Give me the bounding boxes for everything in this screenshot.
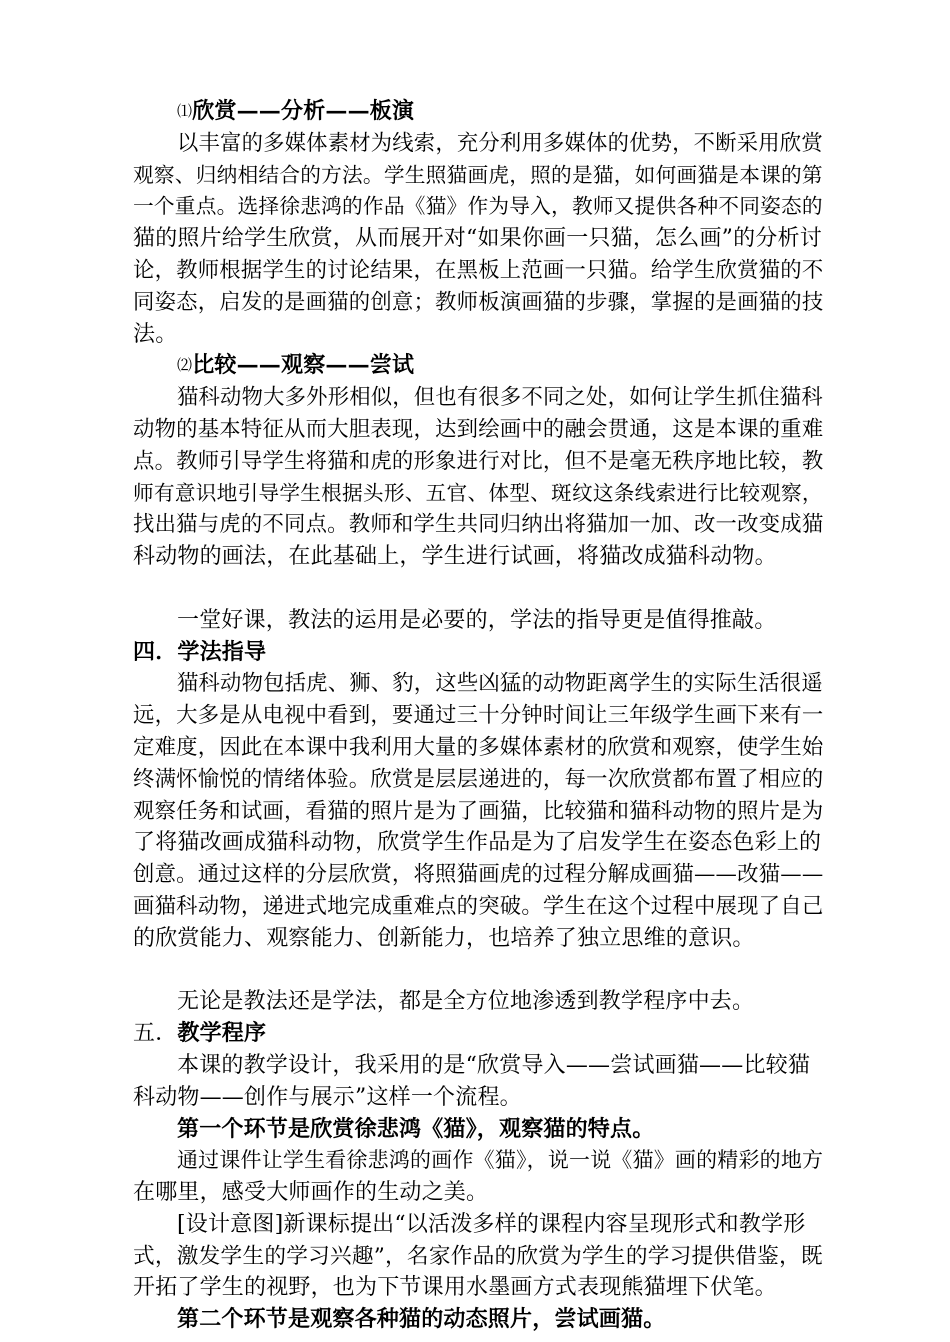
paragraph-line: [设计意图]新课标提出“以活泼多样的课程内容呈现形式和教学形	[177, 1211, 806, 1237]
paragraph-line: 终满怀愉悦的情绪体验。欣赏是层层递进的，每一次欣赏都布置了相应的	[133, 766, 824, 792]
summary-line: 一堂好课，教法的运用是必要的，学法的指导更是值得推敲。	[177, 607, 777, 633]
paragraph-line: 远，大多是从电视中看到，要通过三十分钟时间让三年级学生画下来有一	[133, 703, 824, 729]
paragraph-line: 观察任务和试画，看猫的照片是为了画猫，比较猫和猫科动物的照片是为	[133, 798, 824, 824]
paragraph-line: 法。	[133, 321, 178, 347]
paragraph-line: 猫科动物大多外形相似，但也有很多不同之处，如何让学生抓住猫科	[177, 385, 823, 411]
paragraph-line: 论，教师根据学生的讨论结果，在黑板上范画一只猫。给学生欣赏猫的不	[133, 257, 824, 283]
paragraph-line: 一个重点。选择徐悲鸿的作品《猫》作为导入，教师又提供各种不同姿态的	[133, 194, 823, 219]
paragraph-line: 画猫科动物，递进式地完成重难点的突破。学生在这个过程中展现了自己	[133, 893, 824, 919]
paragraph-line: 开拓了学生的视野，也为下节课用水墨画方式表现熊猫埋下伏笔。	[133, 1275, 777, 1301]
paragraph-line: 式，激发学生的学习兴趣”，名家作品的欣赏为学生的学习提供借鉴，既	[133, 1243, 823, 1269]
blank-line	[133, 955, 823, 987]
subsection-heading-2	[133, 350, 823, 382]
paragraph-line: 找出猫与虎的不同点。教师和学生共同归纳出将猫加一加、改一改变成猫	[133, 512, 824, 538]
section-heading-5	[133, 1018, 823, 1050]
paragraph-line: 定难度，因此在本课中我利用大量的多媒体素材的欣赏和观察，使学生始	[133, 734, 824, 760]
paragraph-line: 猫的照片给学生欣赏，从而展开对“如果你画一只猫，怎么画”的分析讨	[133, 226, 822, 252]
paragraph-line: 师有意识地引导学生根据头形、五官、体型、斑纹这条线索进行比较观察，	[133, 480, 823, 505]
document-body	[133, 96, 823, 1336]
paragraph-line: 科动物——创作与展示”这样一个流程。	[133, 1084, 522, 1110]
paragraph-line: 以丰富的多媒体素材为线索，充分利用多媒体的优势，不断采用欣赏	[177, 130, 823, 156]
step-heading-1: 第一个环节是欣赏徐悲鸿《猫》，观察猫的特点。	[177, 1115, 655, 1142]
subsection-heading-1	[133, 96, 823, 128]
paragraph-line: 同姿态，启发的是画猫的创意；教师板演画猫的步骤，掌握的是画猫的技	[133, 289, 824, 315]
paragraph-line: 猫科动物包括虎、狮、豹，这些凶猛的动物距离学生的实际生活很遥	[177, 671, 823, 697]
paragraph-line: 创意。通过这样的分层欣赏，将照猫画虎的过程分解成画猫——改猫——	[133, 862, 824, 888]
paragraph-line: 点。教师引导学生将猫和虎的形象进行对比，但不是毫无秩序地比较，教	[133, 448, 824, 474]
blank-line	[133, 573, 823, 605]
paragraph-line: 通过课件让学生看徐悲鸿的画作《猫》，说一说《猫》画的精彩的地方	[177, 1148, 824, 1173]
subsection-title: 欣赏——分析——板演	[192, 98, 415, 124]
section-number: 五．	[133, 1021, 178, 1047]
paragraph-line: 了将猫改画成猫科动物，欣赏学生作品是为了启发学生在姿态色彩上的	[133, 830, 822, 856]
subsection-number: ⑵	[177, 356, 193, 375]
paragraph-line: 本课的教学设计，我采用的是“欣赏导入——尝试画猫——比较猫	[177, 1052, 811, 1078]
subsection-title: 比较——观察——尝试	[192, 352, 415, 379]
section-title: 教学程序	[177, 1020, 267, 1047]
step-heading-2: 第二个环节是观察各种猫的动态照片，尝试画猫。	[177, 1306, 666, 1333]
subsection-number: ⑴	[177, 102, 193, 120]
summary-line: 无论是教法还是学法，都是全方位地渗透到教学程序中去。	[177, 989, 755, 1015]
section-heading-4: 四．学法指导	[133, 638, 267, 665]
paragraph-line: 观察、归纳相结合的方法。学生照猫画虎，照的是猫，如何画猫是本课的第	[133, 162, 823, 187]
paragraph-line: 在哪里，感受大师画作的生动之美。	[133, 1180, 489, 1206]
paragraph-line: 科动物的画法，在此基础上，学生进行试画，将猫改成猫科动物。	[133, 544, 777, 570]
paragraph-line: 的欣赏能力、观察能力、创新能力，也培养了独立思维的意识。	[133, 925, 755, 951]
paragraph-line: 动物的基本特征从而大胆表现，达到绘画中的融会贯通，这是本课的重难	[133, 416, 824, 442]
